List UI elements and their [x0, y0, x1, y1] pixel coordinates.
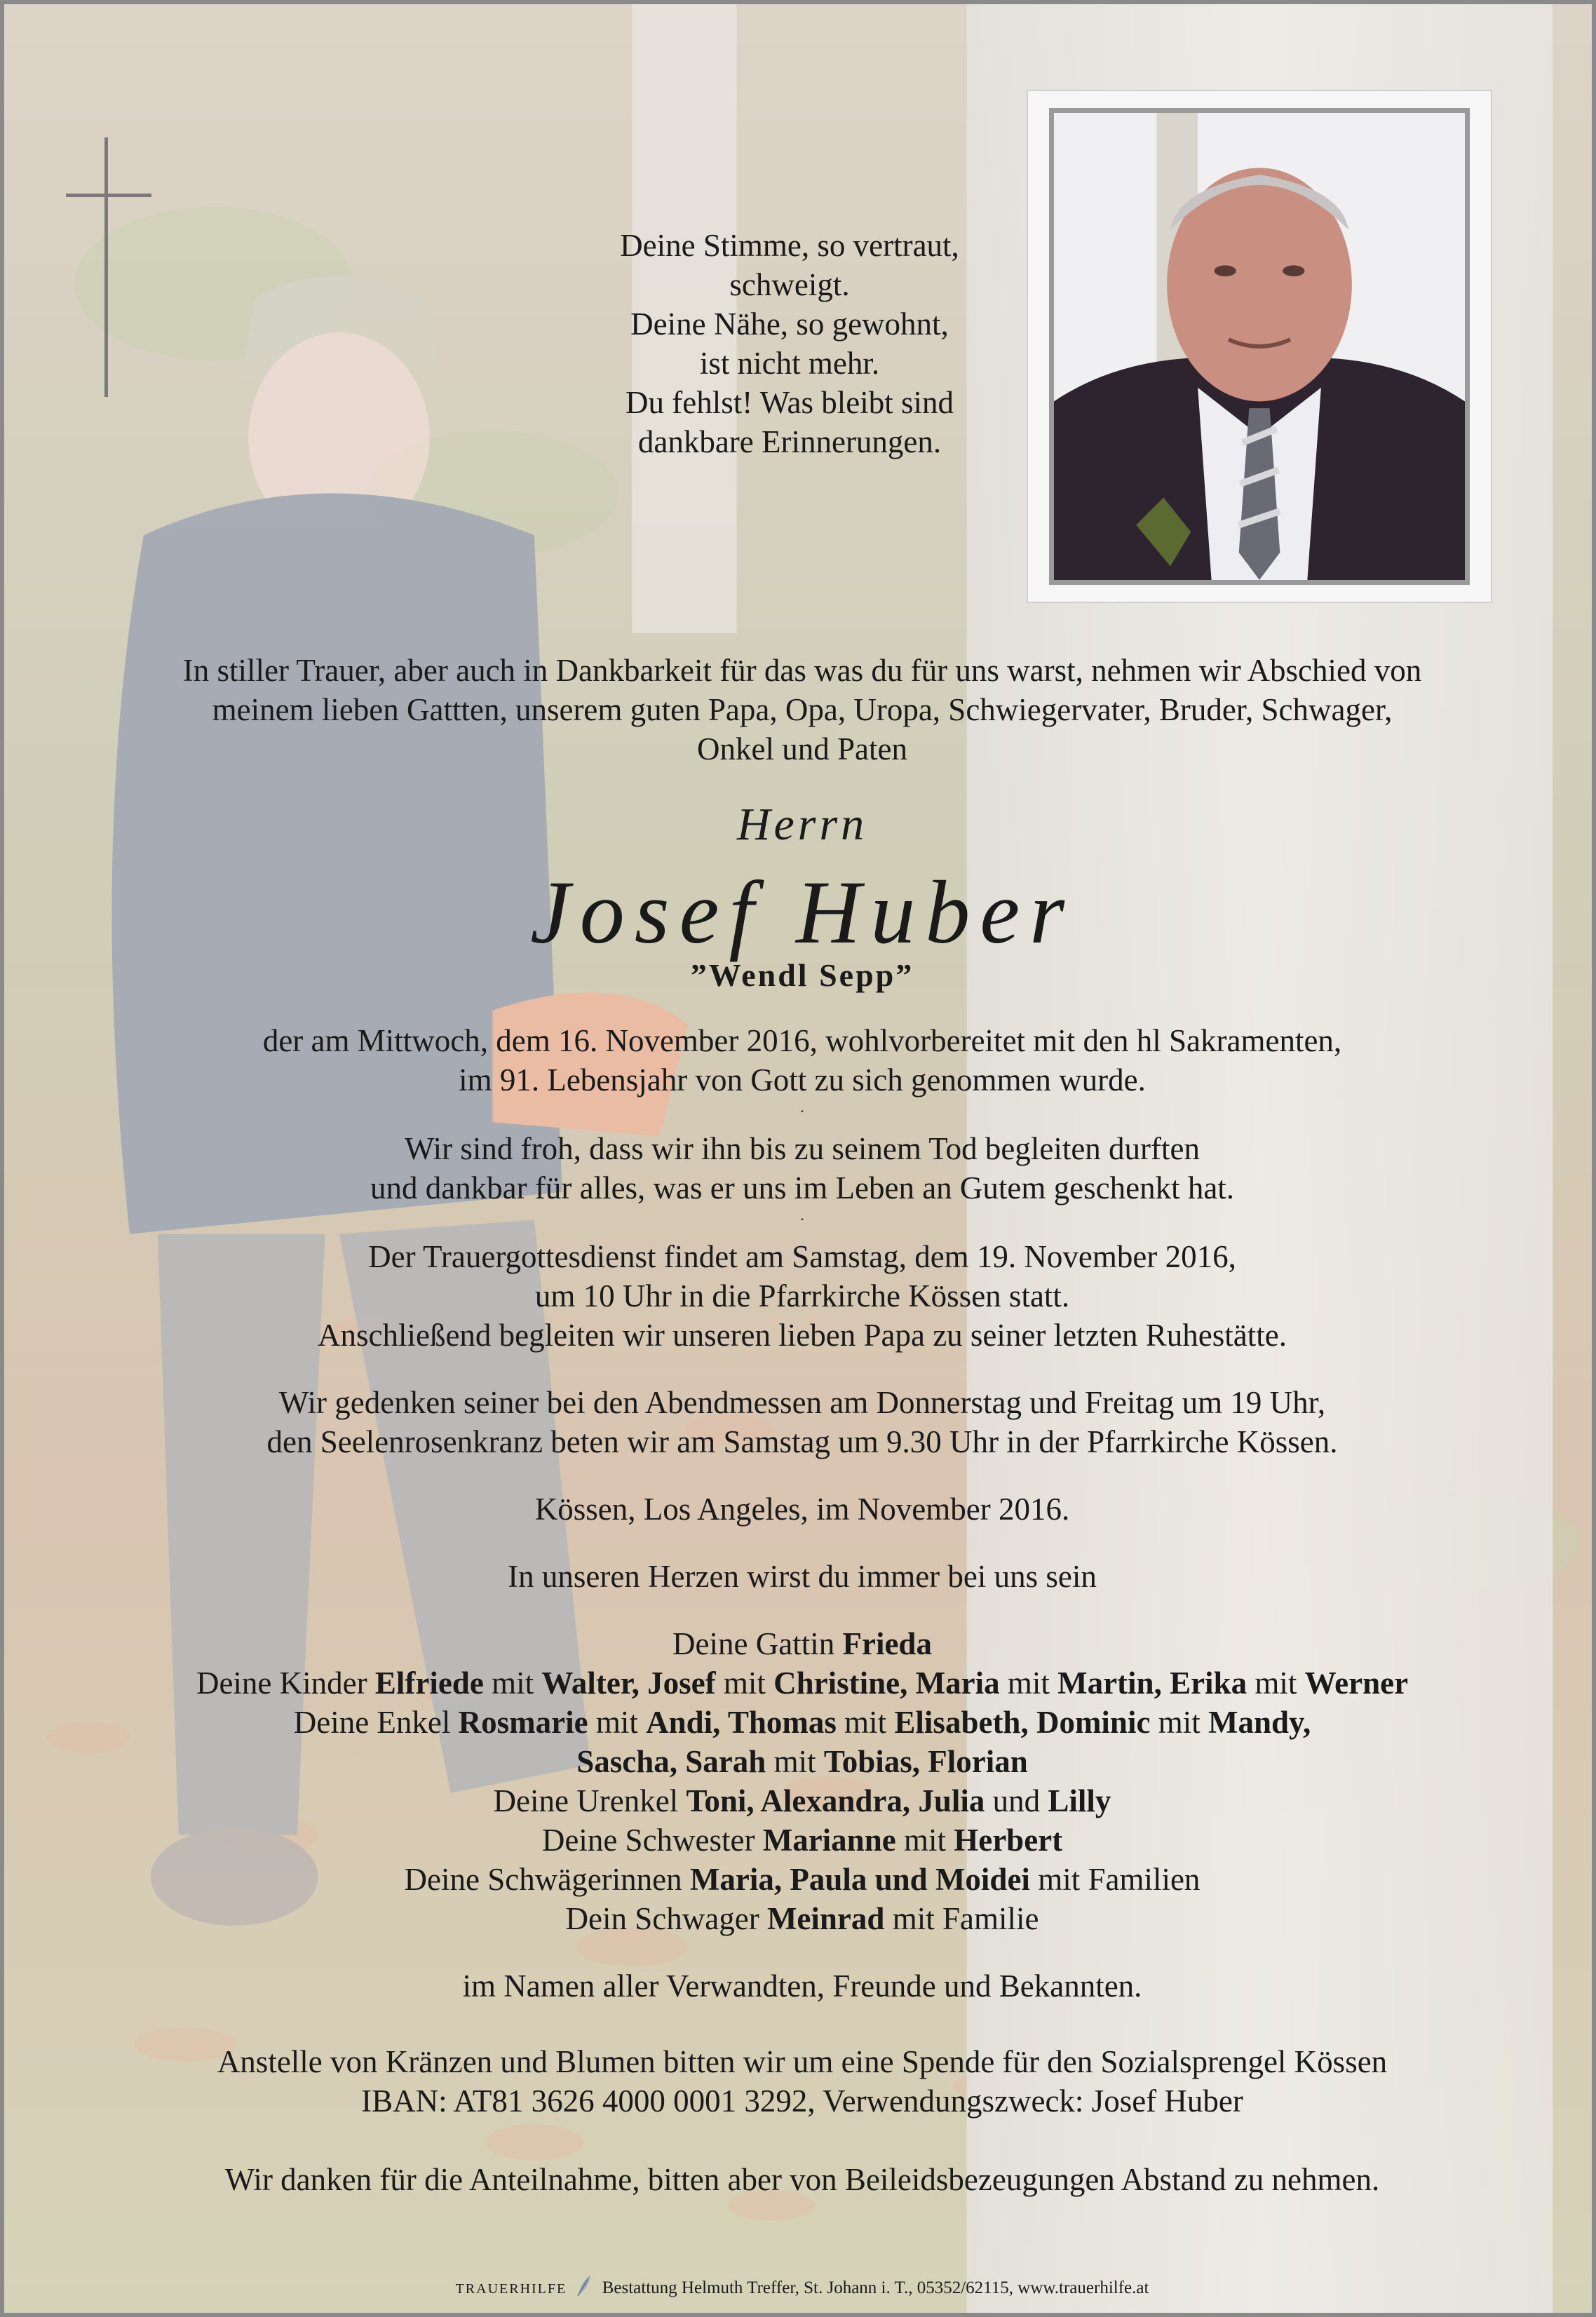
mourner-line-schwaegerinnen: Deine Schwägerinnen Maria, Paula und Moidei mit Familien	[404, 1862, 1201, 1897]
poem-line: Deine Stimme, so vertraut,	[620, 228, 959, 263]
nickname: ”Wendl Sepp”	[690, 957, 914, 993]
intro-line: meinem lieben Gattten, unserem guten Papa, Opa, Uropa, Schwiegervater, Bruder, Schwager,	[212, 692, 1393, 727]
poem-line: dankbare Erinnerungen.	[637, 424, 942, 459]
mourner-line-schwester: Deine Schwester Marianne mit Herbert	[541, 1823, 1063, 1858]
poem-line: Du fehlst! Was bleibt sind	[625, 385, 954, 420]
gratitude-text	[74, 1129, 1530, 1223]
mourner-line-urenkel: Deine Urenkel Toni, Alexandra, Julia und Lilly	[493, 1783, 1111, 1818]
mourner-name: Rosmarie	[458, 1705, 588, 1740]
feather-icon	[575, 2274, 593, 2297]
thanks-line: Wir danken für die Anteilnahme, bitten aber von Beileidsbezeugungen Abstand zu nehmen.	[224, 2162, 1380, 2197]
poem-line: ist nicht mehr.	[699, 346, 880, 381]
death-notice	[74, 1021, 1530, 1115]
mourner-name: Walter, Josef	[541, 1666, 716, 1701]
donation-line: IBAN: AT81 3626 4000 0001 3292, Verwendungszweck: Josef Huber	[361, 2083, 1243, 2119]
mourner-line-enkel-2: Sascha, Sarah mit Tobias, Florian	[576, 1744, 1028, 1779]
service-line: Anschließend begleiten wir unseren lieben Papa zu seiner letzten Ruhestätte.	[317, 1318, 1287, 1353]
footer	[4, 2274, 1596, 2298]
heart-line: In unseren Herzen wirst du immer bei uns sein	[508, 1559, 1097, 1594]
mourner-name: Tobias, Florian	[823, 1744, 1028, 1779]
mourner-line-schwager: Dein Schwager Meinrad mit Familie	[565, 1901, 1039, 1936]
mourner-name: Mandy,	[1208, 1705, 1311, 1740]
mourner-name: Martin, Erika	[1057, 1666, 1247, 1701]
poem	[467, 226, 1112, 461]
mourner-line-kinder: Deine Kinder Elfriede mit Walter, Josef mit Christine, Maria mit Martin, Erika mit Werner	[196, 1666, 1409, 1701]
mourner-line-gattin: Deine Gattin Frieda	[672, 1626, 932, 1661]
footer-brand: TRAUERHILFE	[455, 2281, 567, 2297]
mourner-name: Elfriede	[374, 1666, 484, 1701]
mourner-name: Frieda	[842, 1626, 932, 1661]
mourner-line-enkel: Deine Enkel Rosmarie mit Andi, Thomas mit Elisabeth, Dominic mit Mandy,	[293, 1705, 1311, 1740]
mourner-name: Werner	[1304, 1666, 1409, 1701]
mourner-name: Marianne	[762, 1823, 896, 1858]
mourner-name: Herbert	[954, 1823, 1063, 1858]
service-line: um 10 Uhr in die Pfarrkirche Kössen statt.	[534, 1278, 1070, 1313]
portrait-photo	[1049, 108, 1470, 585]
mourner-name: Lilly	[1048, 1783, 1111, 1818]
poem-line: schweigt.	[729, 267, 850, 302]
death-line: der am Mittwoch, dem 16. November 2016, wohlvorbereitet mit den hl Sakramenten,	[262, 1023, 1342, 1058]
deceased-name: Josef Huber	[529, 863, 1075, 962]
mourner-name: Meinrad	[766, 1901, 885, 1936]
place-date: Kössen, Los Angeles, im November 2016.	[534, 1492, 1070, 1527]
cross-icon	[66, 137, 151, 397]
mourner-name: Andi, Thomas	[646, 1705, 837, 1740]
masses-line: den Seelenrosenkranz beten wir am Samstag um 9.30 Uhr in der Pfarrkirche Kössen.	[266, 1424, 1338, 1459]
donation-request	[74, 2042, 1530, 2121]
intro-line: In stiller Trauer, aber auch in Dankbarkeit für das was du für uns warst, nehmen wir Abschied von	[182, 653, 1422, 688]
mourners-list	[74, 1624, 1530, 1938]
service-line: Der Trauergottesdienst findet am Samstag, dem 19. November 2016,	[368, 1239, 1236, 1274]
donation-line: Anstelle von Kränzen und Blumen bitten wir um eine Spende für den Sozialsprengel Kössen	[217, 2044, 1388, 2079]
mourner-name: Toni, Alexandra, Julia	[686, 1783, 985, 1818]
separator-dot: .	[800, 1206, 804, 1224]
death-line: im 91. Lebensjahr von Gott zu sich genommen wurde.	[459, 1062, 1146, 1097]
mourner-name: Christine, Maria	[773, 1666, 1000, 1701]
gratitude-line: und dankbar für alles, was er uns im Leben an Gutem geschenkt hat.	[370, 1170, 1235, 1205]
intro-text	[74, 651, 1530, 769]
intro-line: Onkel und Paten	[697, 731, 907, 766]
masses-line: Wir gedenken seiner bei den Abendmessen am Donnerstag und Freitag um 19 Uhr,	[278, 1385, 1326, 1420]
salutation: Herrn	[736, 799, 868, 850]
poem-line: Deine Nähe, so gewohnt,	[630, 306, 949, 342]
mourner-name: Sascha, Sarah	[576, 1744, 766, 1779]
gratitude-line: Wir sind froh, dass wir ihn bis zu seinem Tod begleiten durften	[405, 1131, 1200, 1166]
funeral-service	[74, 1237, 1530, 1355]
relatives-line: im Namen aller Verwandten, Freunde und Bekannten.	[462, 1968, 1142, 2004]
mourner-name: Elisabeth, Dominic	[894, 1705, 1151, 1740]
mourner-name: Maria, Paula und Moidei	[689, 1862, 1030, 1897]
footer-text: Bestattung Helmuth Treffer, St. Johann i. T., 05352/62115, www.trauerhilfe.at	[602, 2278, 1149, 2297]
evening-masses	[74, 1383, 1530, 1461]
separator-dot: .	[800, 1098, 804, 1116]
